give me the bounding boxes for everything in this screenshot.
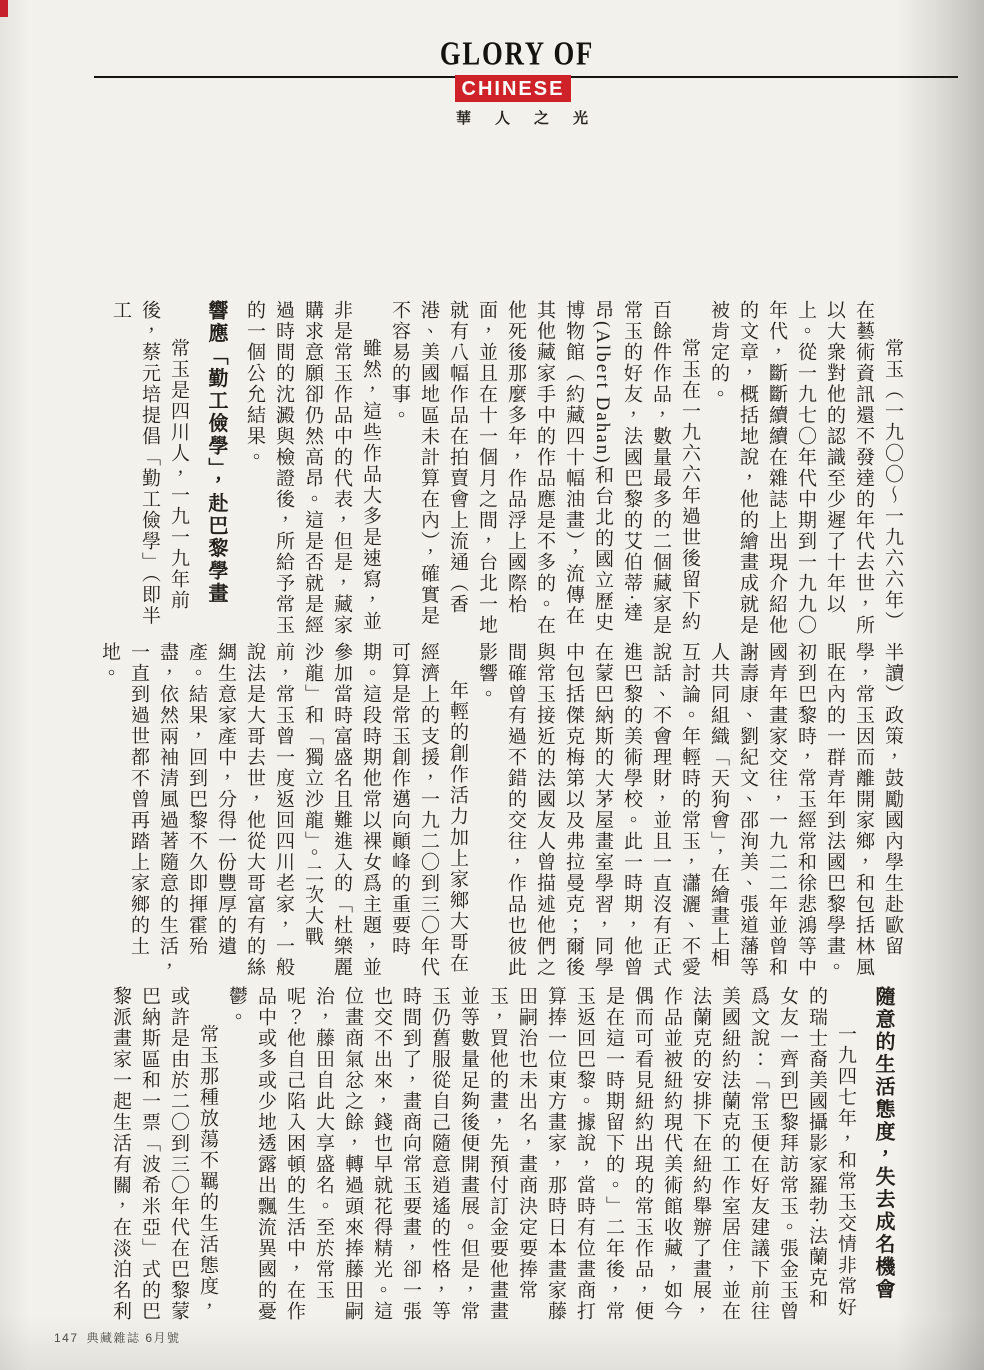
- header-subtitle: 華人之光: [455, 111, 613, 127]
- article-section-top: [85, 300, 907, 644]
- section-heading: 隨意的生活態度，失去成名機會: [872, 986, 894, 1301]
- header-chinese-badge: [455, 75, 571, 102]
- paragraph: 年輕的創作活力加上家鄉大哥在經濟上的支援，一九二〇到三〇年代可算是常玉創作邁向顚峰的重要時期。這段時期他常以裸女爲主題，並參加當時富盛名且難進入的「杜樂麗沙龍」和「獨立沙龍」。二次大戰前，常玉曾一度返回四川老家，一般說法是大哥去世，他從大哥富有的絲綢生意家產中，分得一份豐厚的遺產。結果，回到巴黎不久即揮霍殆盡，依然兩袖清風過著隨意的生活，一直到過世都不曾再踏上家鄉的土地。: [99, 642, 468, 978]
- page-footer: [54, 1329, 181, 1346]
- header-chinese-label: CHINESE: [461, 77, 565, 100]
- paragraph: 常玉在一九六六年過世後留下約百餘件作品，數量最多的二個藏家是常玉的好友，法國巴黎的艾伯蒂·達昂(Albert Dahan)和台北的國立歷史博物館（約藏四十幅油畫），流傳在其他藏家手中的作品應是不多的。在他死後那麼多年，作品浮上國際枱面，並且在十一個月之間，台北一地就有八幅作品在拍賣會上流通（香港、美國地區未計算在內），確實是不容易的事。: [389, 300, 700, 636]
- paragraph: 常玉是四川人，一九一九年前後，蔡元培提倡「勤工儉學」（即半工: [110, 300, 189, 627]
- paragraph: 常玉那種放蕩不羈的生活態度，或許是由於二〇到三〇年代在巴黎蒙巴納斯區和一票「波希米亞」式的巴黎派畫家一起生活有關，在淡泊名利: [110, 986, 218, 1322]
- article-section-bottom: [85, 986, 907, 1330]
- paragraph: 一九四七年，和常玉交情非常好的瑞士裔美國攝影家羅勃·法蘭克和女友一齊到巴黎拜訪常玉。張金玉曾爲文說：「常玉便在好友建議下前往美國紐約法蘭克的工作室居住，並在法蘭克的安排下在紐約舉辦了畫展，作品並被紐約現代美術館收藏，如今偶而可看見紐約出現的常玉作品，便是在這一時期留下的。」二年後，常玉返回巴黎。據說，當時有位畫商打算捧一位東方畫家，那時日本畫家藤田嗣治也未出名，畫商決定要捧常玉，買他的畫，先預付訂金要他畫畫並等數量足夠後便開畫展。但是，常玉仍舊服從自己隨意逍遙的性格，等時間到了，畫商向常玉要畫，卻一張也交不出來，錢也早就花得精光。這位畫商氣忿之餘，轉過頭來捧藤田嗣治，藤田自此大享盛名。至於常玉呢？他自己陷入困頓的生活中，在作品中或多或少地透露出飄流異國的憂鬱。: [226, 986, 856, 1322]
- paragraph: 半讀）政策，鼓勵國內學生赴歐留學，常玉因而離開家鄉，和包括林風眠在內的一群青年到法國巴黎學畫。初到巴黎時，常玉經常和徐悲鴻等中國青年畫家交往，一九二二年並曾和謝壽康、劉紀文、邵洵美、張道藩等人共同組織「天狗會」，在繪畫上相互討論。年輕時的常玉，瀟灑、不愛說話、不會理財，並且一直沒有正式進巴黎的美術學校。此一時期，他曾在蒙巴納斯的大茅屋畫室學習，同學中包括傑克梅第以及弗拉曼克；爾後與常玉接近的法國友人曾描述他們之間確曾有過不錯的交往，作品也彼此影響。: [476, 642, 903, 978]
- section-heading: 響應「勤工儉學」，赴巴黎學畫: [205, 300, 227, 605]
- header-glory-text: GLORY OF: [439, 35, 595, 73]
- article-section-middle: [85, 642, 907, 986]
- paragraph: 常玉（一九〇〇～一九六六年）在藝術資訊還不發達的年代去世，所以大衆對他的認識至少遲了十年以上。從一九七〇年代中期到一九九〇年代，斷斷續續在雜誌上出現介紹他的文章，概括地說，他的繪畫成就是被肯定的。: [708, 300, 903, 636]
- page-number: 147: [54, 1331, 79, 1345]
- paragraph: 雖然，這些作品大多是速寫，並非是常玉作品中的代表，但是，藏家購求意願卻仍然高昂。這是否就是經過時間的沈澱與檢證後，所給予常玉的一個公允結果。: [244, 300, 381, 636]
- page-corner-mark: [0, 0, 8, 17]
- magazine-issue-label: 典藏雜誌 6月號: [86, 1331, 181, 1345]
